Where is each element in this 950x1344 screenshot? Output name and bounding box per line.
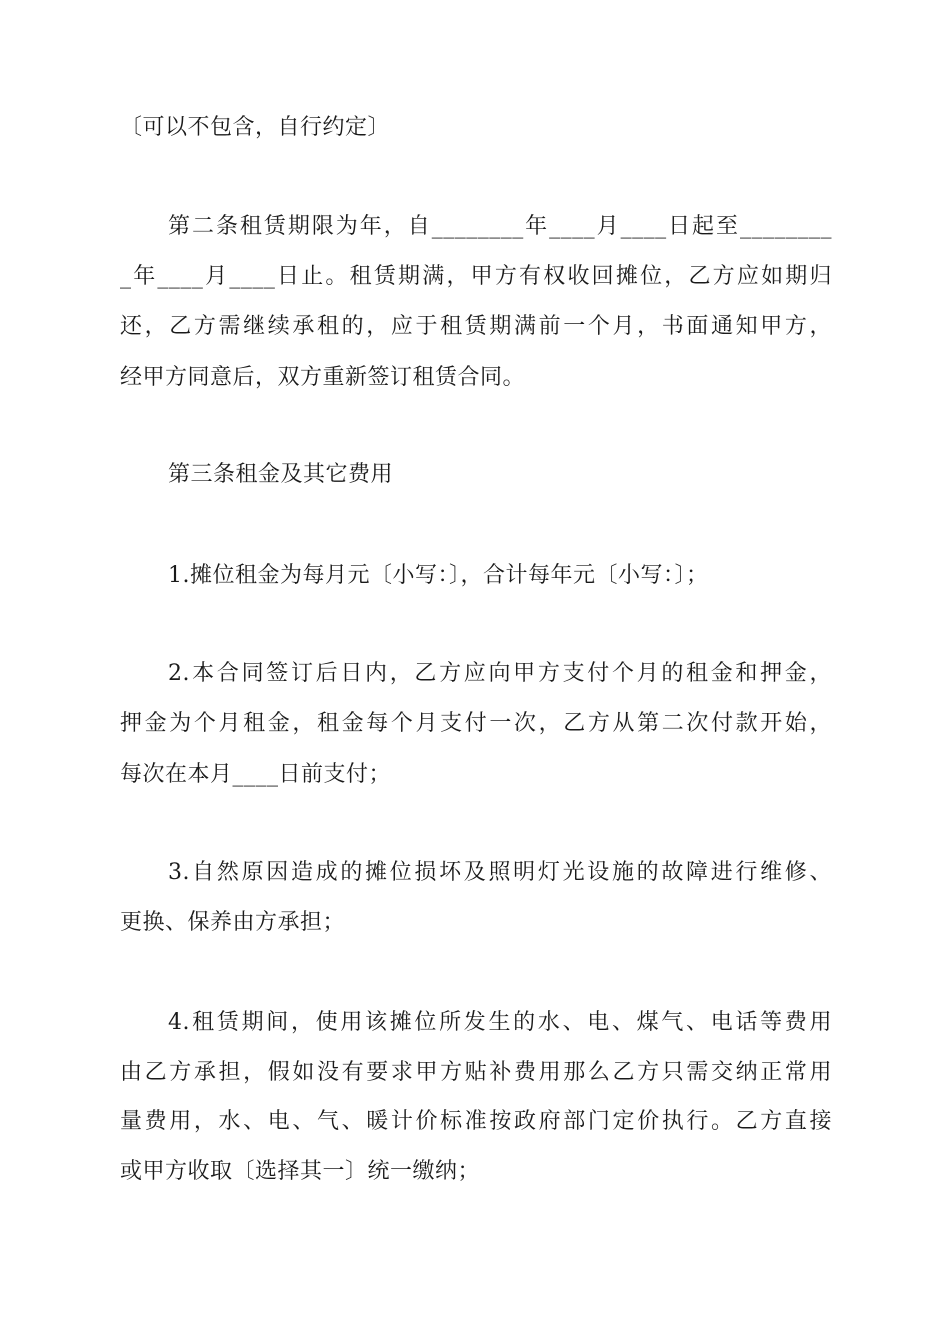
- item-4-line-3: 量费用，水、电、气、暖计价标准按政府部门定价执行。乙方直接: [120, 1109, 832, 1134]
- article-2-line-4: 经甲方同意后，双方重新签订租赁合同。: [120, 365, 526, 390]
- article-2-line-1: 第二条租赁期限为年，自________年____月____日起至________: [168, 214, 832, 239]
- article-2-line-2: _年____月____日止。租赁期满，甲方有权收回摊位，乙方应如期归: [120, 264, 832, 289]
- item-2-line-2: 押金为个月租金，租金每个月支付一次，乙方从第二次付款开始，: [120, 711, 832, 736]
- article-2-line-3: 还，乙方需继续承租的，应于租赁期满前一个月，书面通知甲方，: [120, 314, 832, 339]
- item-3-line-2: 更换、保养由方承担；: [120, 910, 346, 935]
- item-1-line-1: 1.摊位租金为每月元〔小写：〕，合计每年元〔小写：〕；: [168, 563, 709, 588]
- clause-note: 〔可以不包含，自行约定〕: [120, 115, 391, 140]
- item-4-line-4: 或甲方收取〔选择其一〕统一缴纳；: [120, 1159, 481, 1184]
- item-2-line-3: 每次在本月____日前支付；: [120, 762, 392, 787]
- item-4-line-2: 由乙方承担，假如没有要求甲方贴补费用那么乙方只需交纳正常用: [120, 1060, 832, 1085]
- item-2-line-1: 2.本合同签订后日内，乙方应向甲方支付个月的租金和押金，: [168, 661, 832, 686]
- item-4-line-1: 4.租赁期间，使用该摊位所发生的水、电、煤气、电话等费用: [168, 1010, 832, 1035]
- article-3-heading: 第三条租金及其它费用: [168, 462, 394, 487]
- item-3-line-1: 3.自然原因造成的摊位损坏及照明灯光设施的故障进行维修、: [168, 860, 832, 885]
